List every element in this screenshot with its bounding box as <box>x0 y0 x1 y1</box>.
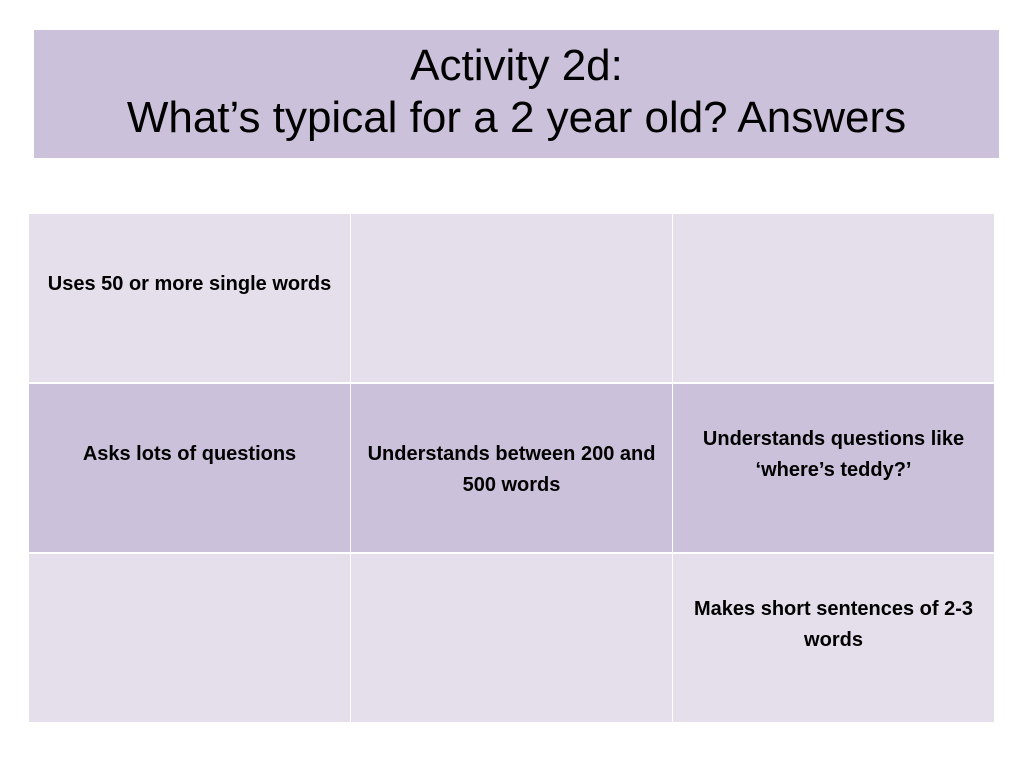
table-cell-r2-c1: Asks lots of questions <box>29 384 350 552</box>
table-cell-r2-c3: Understands questions like ‘where’s teddy?’ <box>673 384 994 552</box>
table-cell-r1-c3 <box>673 214 994 382</box>
table-cell-r2-c2: Understands between 200 and 500 words <box>351 384 672 552</box>
answers-table <box>28 213 993 723</box>
table-cell-r1-c2 <box>351 214 672 382</box>
slide-title <box>34 30 999 158</box>
table-cell-r3-c2 <box>351 554 672 722</box>
title-line-2: What’s typical for a 2 year old? Answers <box>126 93 907 142</box>
table-cell-r3-c3: Makes short sentences of 2-3 words <box>673 554 994 722</box>
title-line-1: Activity 2d: <box>410 41 623 90</box>
table-cell-r3-c1 <box>29 554 350 722</box>
table-cell-r1-c1: Uses 50 or more single words <box>29 214 350 382</box>
